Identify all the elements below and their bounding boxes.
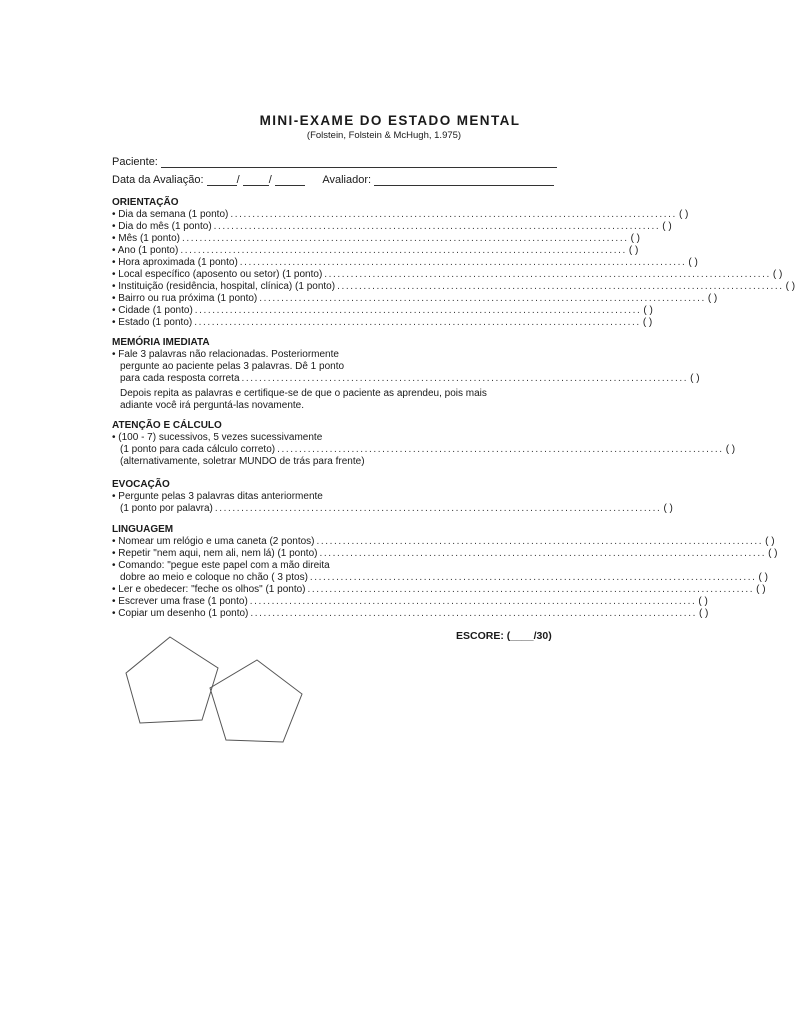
form-citation: (Folstein, Folstein & McHugh, 1.975) — [306, 130, 462, 141]
list-item: • Hora aproximada (1 ponto) ...................................................................................................... ( ) — [112, 257, 698, 268]
patient-input-line[interactable] — [161, 156, 557, 168]
section-memoria-title: MEMÓRIA IMEDIATA — [112, 337, 210, 348]
memoria-instruction: pergunte ao paciente pelas 3 palavras. Dê 1 ponto — [120, 361, 345, 372]
list-item: • Instituição (residência, hospital, clínica) (1 ponto) ...................................................................................................... ( ) — [112, 281, 795, 292]
answer-box[interactable]: ( ) — [768, 548, 778, 559]
answer-box[interactable]: ( ) — [630, 233, 641, 244]
answer-box[interactable]: ( ) — [643, 305, 653, 316]
list-item: • Copiar um desenho (1 ponto) ...................................................................................................... ( ) — [112, 608, 709, 619]
list-item: • Mês (1 ponto) ...................................................................................................... ( ) — [112, 233, 641, 244]
evaluator-label: Avaliador: — [322, 174, 372, 186]
list-item: • Cidade (1 ponto) ...................................................................................................... ( ) — [112, 305, 653, 316]
answer-box[interactable]: ( ) — [642, 317, 653, 328]
date-separator: / — [268, 174, 272, 186]
answer-box[interactable]: ( ) — [698, 608, 709, 619]
date-month-line[interactable] — [243, 174, 269, 186]
date-day-line[interactable] — [207, 174, 237, 186]
answer-box[interactable]: ( ) — [765, 536, 775, 547]
date-field-row — [112, 174, 554, 186]
form-title: MINI-EXAME DO ESTADO MENTAL — [259, 113, 521, 128]
answer-box[interactable]: ( ) — [785, 281, 795, 292]
section-orientacao-title: ORIENTAÇÃO — [112, 197, 179, 208]
list-item: • Nomear um relógio e uma caneta (2 pontos) ...................................................................................................... ( ) — [112, 536, 775, 547]
answer-box[interactable]: ( ) — [698, 596, 708, 607]
patient-label: Paciente: — [112, 156, 158, 168]
memoria-note: Depois repita as palavras e certifique-se de que o paciente as aprendeu, pois mais — [120, 388, 487, 399]
answer-box[interactable]: ( ) — [690, 373, 700, 384]
list-item: dobre ao meio e coloque no chão ( 3 ptos) ...................................................................................................... ( ) — [120, 572, 768, 583]
answer-box[interactable]: ( ) — [662, 221, 672, 232]
date-separator: / — [236, 174, 240, 186]
answer-box[interactable]: ( ) — [772, 269, 783, 280]
answer-box[interactable]: ( ) — [707, 293, 718, 304]
memoria-note: adiante você irá perguntá-las novamente. — [120, 400, 305, 411]
list-item: • Local específico (aposento ou setor) (1 ponto) ...................................................................................................... ( ) — [112, 269, 783, 280]
answer-box[interactable]: ( ) — [663, 503, 673, 514]
overlapping-pentagons-icon — [120, 632, 310, 748]
answer-box[interactable]: ( ) — [628, 245, 639, 256]
list-item: (1 ponto por palavra) ...................................................................................................... ( ) — [120, 503, 673, 514]
list-item: • Dia da semana (1 ponto) ...................................................................................................... ( ) — [112, 209, 689, 220]
atencao-note: (alternativamente, soletrar MUNDO de trás para frente) — [120, 456, 365, 467]
list-item: (1 ponto para cada cálculo correto) ...................................................................................................... ( ) — [120, 444, 736, 455]
section-linguagem-title: LINGUAGEM — [112, 524, 174, 535]
section-atencao-title: ATENÇÃO E CÁLCULO — [112, 420, 222, 431]
answer-box[interactable]: ( ) — [756, 584, 766, 595]
list-item: • Bairro ou rua próxima (1 ponto) ...................................................................................................... ( ) — [112, 293, 718, 304]
list-item: • Ler e obedecer: "feche os olhos" (1 ponto) ...................................................................................................... ( ) — [112, 584, 766, 595]
pentagon-left-icon — [126, 637, 218, 723]
answer-box[interactable]: ( ) — [725, 444, 736, 455]
date-label: Data da Avaliação: — [112, 174, 204, 186]
evaluator-input-line[interactable] — [374, 174, 554, 186]
section-evocacao-title: EVOCAÇÃO — [112, 479, 170, 490]
list-item: • Ano (1 ponto) ...................................................................................................... ( ) — [112, 245, 639, 256]
atencao-instruction: • (100 - 7) sucessivos, 5 vezes sucessivamente — [112, 432, 323, 443]
list-item: para cada resposta correta ...................................................................................................... ( ) — [120, 373, 700, 384]
memoria-instruction: • Fale 3 palavras não relacionadas. Posteriormente — [112, 349, 339, 360]
score-total: ESCORE: (____/30) — [456, 630, 552, 642]
list-item: • Repetir "nem aqui, nem ali, nem lá) (1 ponto) ...................................................................................................... ( ) — [112, 548, 778, 559]
date-year-line[interactable] — [275, 174, 305, 186]
answer-box[interactable]: ( ) — [688, 257, 698, 268]
evocacao-instruction: • Pergunte pelas 3 palavras ditas anteriormente — [112, 491, 323, 502]
linguagem-command: • Comando: "pegue este papel com a mão direita — [112, 560, 330, 571]
list-item: • Estado (1 ponto) ...................................................................................................... ( ) — [112, 317, 653, 328]
list-item: • Dia do mês (1 ponto) ...................................................................................................... ( ) — [112, 221, 672, 232]
answer-box[interactable]: ( ) — [678, 209, 689, 220]
patient-field-row — [112, 156, 557, 168]
answer-box[interactable]: ( ) — [758, 572, 768, 583]
pentagon-right-icon — [210, 660, 302, 742]
list-item: • Escrever uma frase (1 ponto) ...................................................................................................... ( ) — [112, 596, 708, 607]
